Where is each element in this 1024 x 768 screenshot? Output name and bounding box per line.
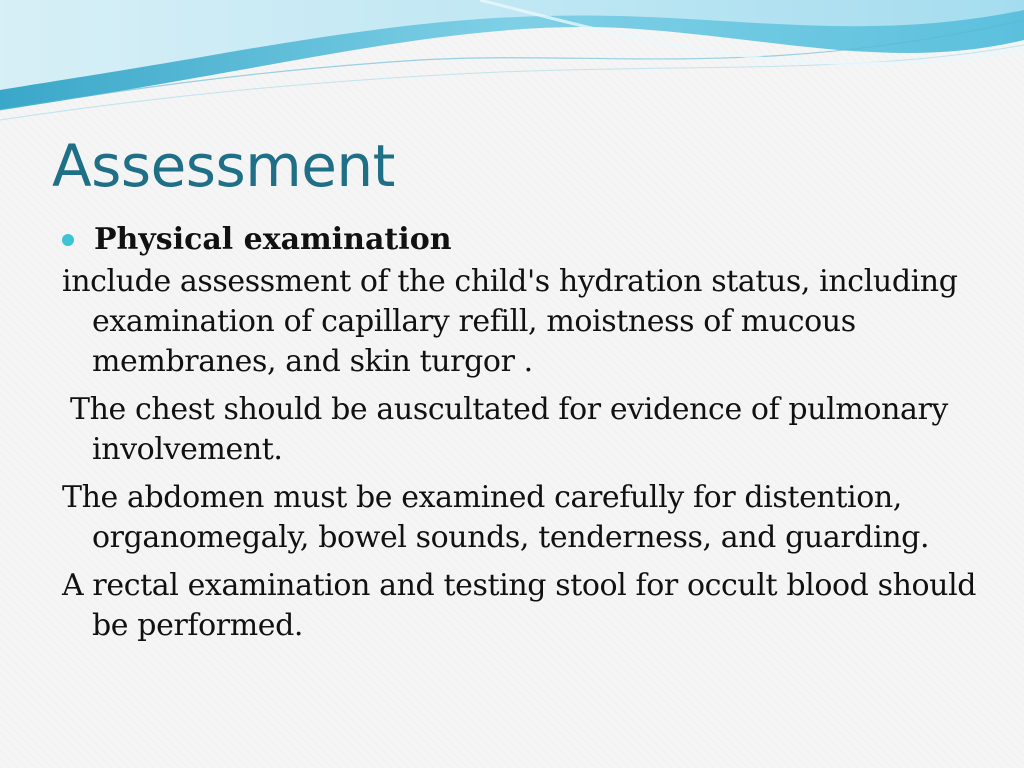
- slide-title: Assessment: [52, 132, 395, 200]
- bullet-dot-icon: [62, 234, 74, 246]
- slide-content: [62, 218, 982, 646]
- paragraph-hydration: include assessment of the child's hydration status, including examination of capillary refill, moistness of mucous membranes, and skin turgor .: [62, 264, 958, 379]
- bullet-item: [62, 218, 982, 262]
- decorative-wave-header: [0, 0, 1024, 130]
- paragraph-chest: The chest should be auscultated for evidence of pulmonary involvement.: [70, 392, 948, 467]
- paragraph-rectal: A rectal examination and testing stool for occult blood should be performed.: [62, 568, 977, 643]
- bullet-heading: Physical examination: [94, 222, 452, 257]
- paragraph-abdomen: The abdomen must be examined carefully for distention, organomegaly, bowel sounds, tenderness, and guarding.: [62, 480, 930, 555]
